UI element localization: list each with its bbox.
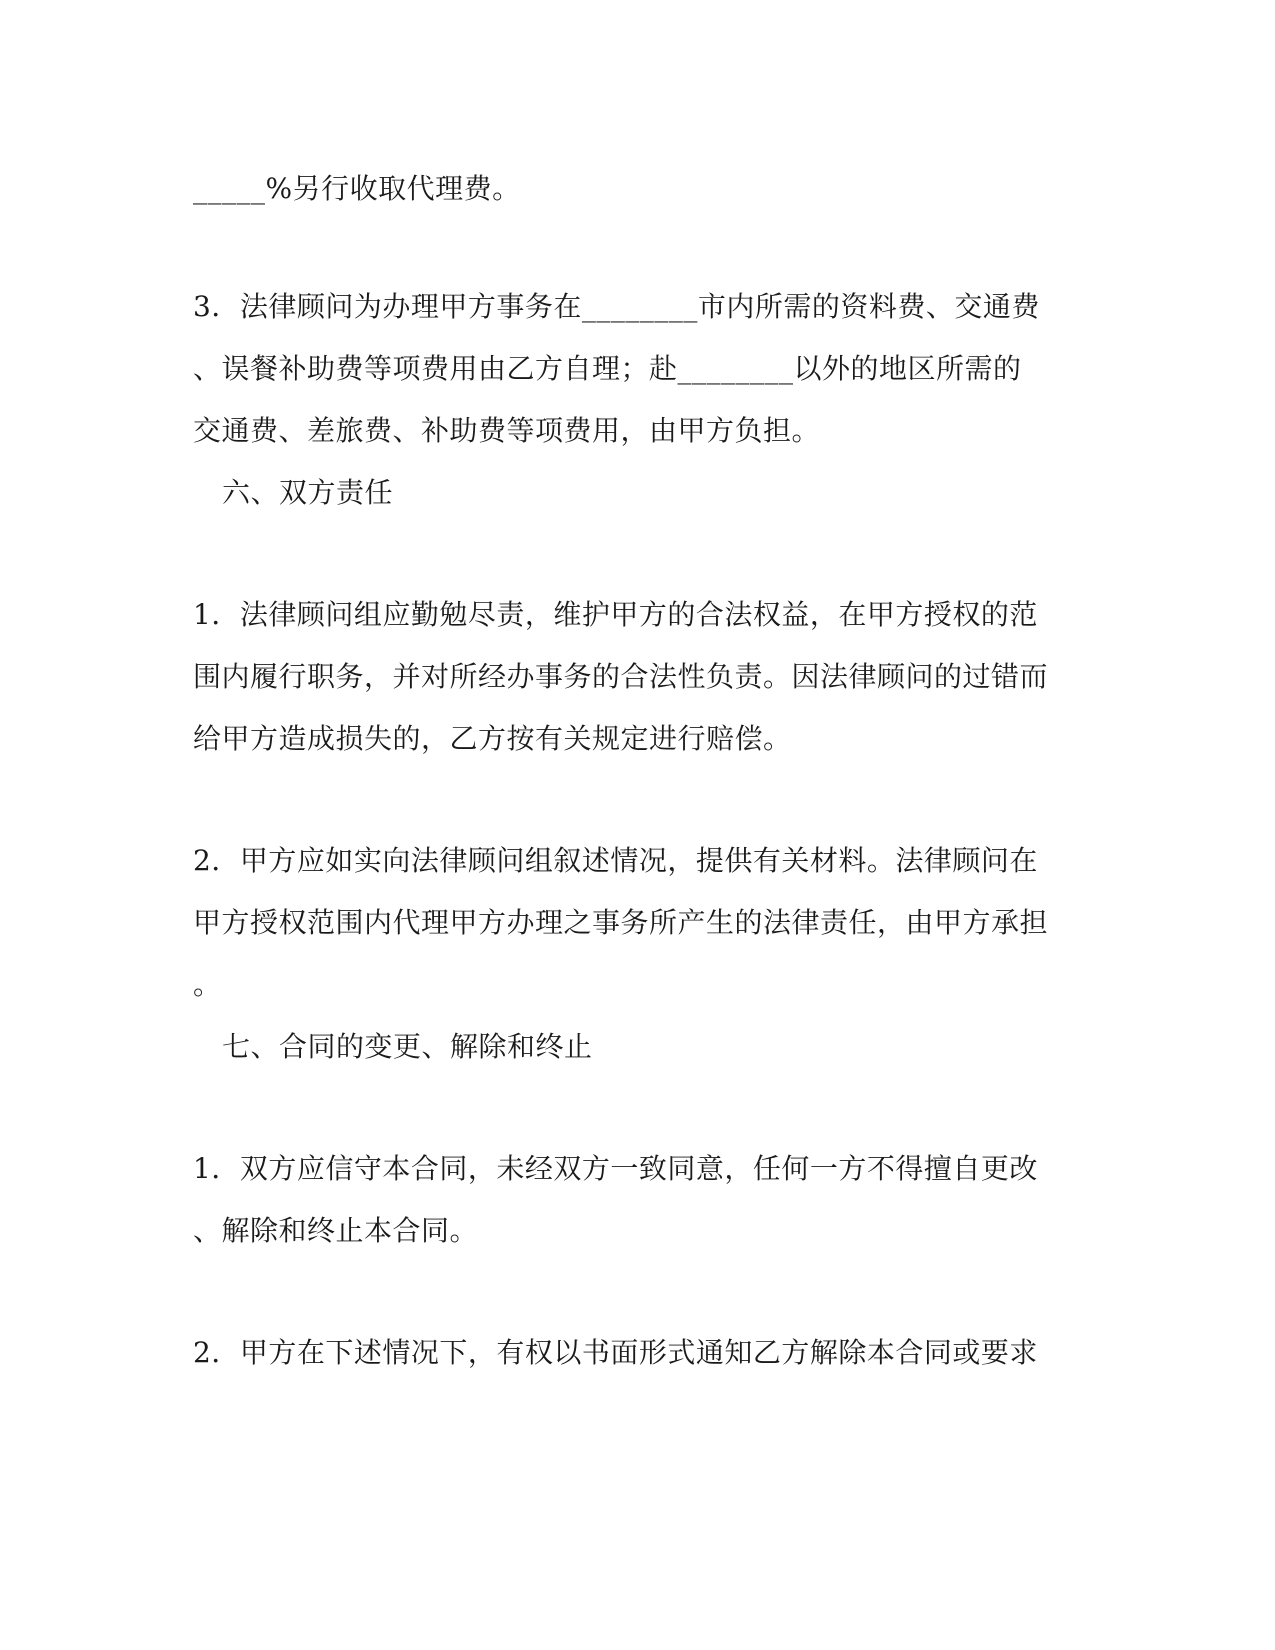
clause-2-line-3: 。 — [193, 968, 222, 1001]
clause-1-line-1: 1．法律顾问组应勤勉尽责，维护甲方的合法权益，在甲方授权的范 — [193, 598, 1038, 631]
clause-7-1-line-2: 、解除和终止本合同。 — [193, 1214, 479, 1247]
section-heading-7: 七、合同的变更、解除和终止 — [222, 1030, 593, 1063]
clause-2-line-1: 2．甲方应如实向法律顾问组叙述情况，提供有关材料。法律顾问在 — [193, 844, 1038, 877]
section-heading-6: 六、双方责任 — [222, 476, 394, 509]
clause-2-line-2: 甲方授权范围内代理甲方办理之事务所产生的法律责任，由甲方承担 — [193, 906, 1049, 939]
text-line: _____%另行收取代理费。 — [193, 172, 521, 205]
clause-3-line-1: 3．法律顾问为办理甲方事务在________市内所需的资料费、交通费 — [193, 290, 1040, 323]
clause-7-1-line-1: 1．双方应信守本合同，未经双方一致同意，任何一方不得擅自更改 — [193, 1152, 1038, 1185]
clause-1-line-2: 围内履行职务，并对所经办事务的合法性负责。因法律顾问的过错而 — [193, 660, 1049, 693]
clause-3-line-2: 、误餐补助费等项费用由乙方自理；赴________以外的地区所需的 — [193, 352, 1022, 385]
clause-7-2-line-1: 2．甲方在下述情况下，有权以书面形式通知乙方解除本合同或要求 — [193, 1336, 1038, 1369]
clause-1-line-3: 给甲方造成损失的，乙方按有关规定进行赔偿。 — [193, 722, 792, 755]
clause-3-line-3: 交通费、差旅费、补助费等项费用，由甲方负担。 — [193, 414, 821, 447]
